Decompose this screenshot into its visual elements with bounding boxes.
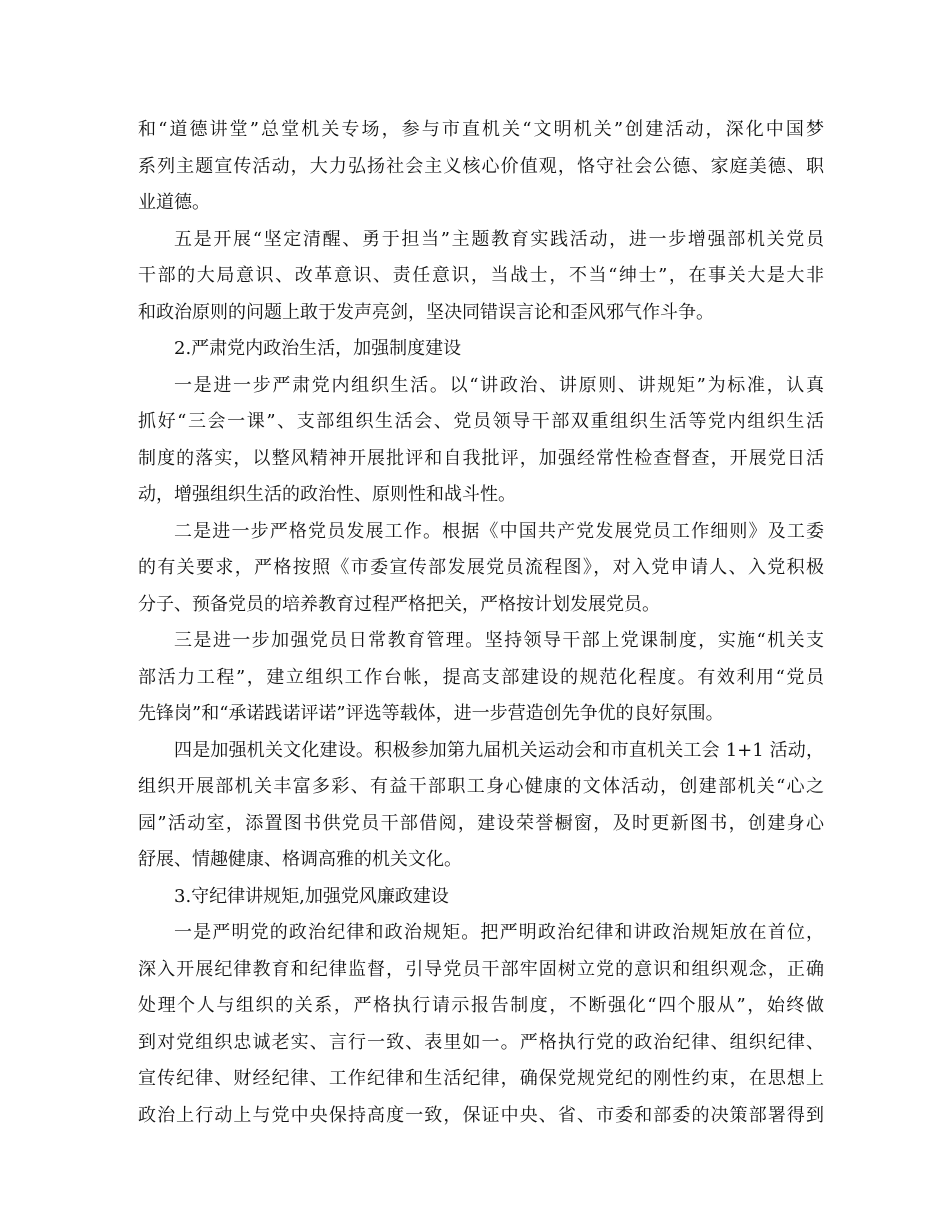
text-line: 部活力工程”，建立组织工作台帐，提高支部建设的规范化程度。有效利用“党员 [138,666,824,688]
text-line: 园”活动室，添置图书供党员干部借阅，建设荣誉橱窗，及时更新图书，创建身心 [138,812,824,834]
text-line: 业道德。 [138,192,210,213]
text-line: 抓好“三会一课”、支部组织生活会、党员领导干部双重组织生活等党内组织生活 [138,411,824,432]
text-line: 政治上行动上与党中央保持高度一致，保证中央、省、市委和部委的决策部署得到 [138,1104,824,1126]
text-line: 四是加强机关文化建设。积极参加第九届机关运动会和市直机关工会 1+1 活动， [174,739,824,761]
text-line: 组织开展部机关丰富多彩、有益干部职工身心健康的文体活动，创建部机关“心之 [138,776,824,797]
text-line: 二是进一步严格党员发展工作。根据《中国共产党发展党员工作细则》及工委 [174,520,824,542]
text-line: 的有关要求，严格按照《市委宣传部发展党员流程图》，对入党申请人、入党积极 [138,557,824,578]
text-line: 先锋岗”和“承诺践诺评诺”评选等载体，进一步营造创先争优的良好氛围。 [138,703,724,724]
text-line: 干部的大局意识、改革意识、责任意识，当战士，不当“绅士”，在事关大是大非 [138,265,824,286]
text-line: 3.守纪律讲规矩,加强党风廉政建设 [174,885,449,907]
text-line: 深入开展纪律教育和纪律监督，引导党员干部牢固树立党的意识和组织观念，正确 [138,958,824,980]
text-line: 舒展、情趣健康、格调高雅的机关文化。 [138,849,462,870]
text-line: 宣传纪律、财经纪律、工作纪律和生活纪律，确保党规党纪的刚性约束，在思想上 [138,1068,824,1089]
text-line: 五是开展“坚定清醒、勇于担当”主题教育实践活动，进一步增强部机关党员 [174,228,824,250]
text-line: 动，增强组织生活的政治性、原则性和战斗性。 [138,484,516,505]
text-line: 和政治原则的问题上敢于发声亮剑，坚决同错误言论和歪风邪气作斗争。 [138,301,714,323]
text-line: 一是进一步严肃党内组织生活。以“讲政治、讲原则、讲规矩”为标准，认真 [174,374,824,396]
text-line: 三是进一步加强党员日常教育管理。坚持领导干部上党课制度，实施“机关支 [174,630,824,651]
text-line: 一是严明党的政治纪律和政治规矩。把严明政治纪律和讲政治规矩放在首位， [174,922,824,943]
text-line: 处理个人与组织的关系，严格执行请示报告制度，不断强化“四个服从”，始终做 [138,995,824,1016]
text-line: 系列主题宣传活动，大力弘扬社会主义核心价值观，恪守社会公德、家庭美德、职 [138,155,824,177]
text-line: 2.严肃党内政治生活，加强制度建设 [174,338,462,359]
text-line: 制度的落实，以整风精神开展批评和自我批评，加强经常性检查督查，开展党日活 [138,447,824,469]
text-line: 分子、预备党员的培养教育过程严格把关，严格按计划发展党员。 [138,593,660,615]
text-line: 到对党组织忠诚老实、言行一致、表里如一。严格执行党的政治纪律、组织纪律、 [138,1031,824,1053]
document-body [138,112,824,1134]
text-line: 和“道德讲堂”总堂机关专场，参与市直机关“文明机关”创建活动，深化中国梦 [138,119,824,140]
